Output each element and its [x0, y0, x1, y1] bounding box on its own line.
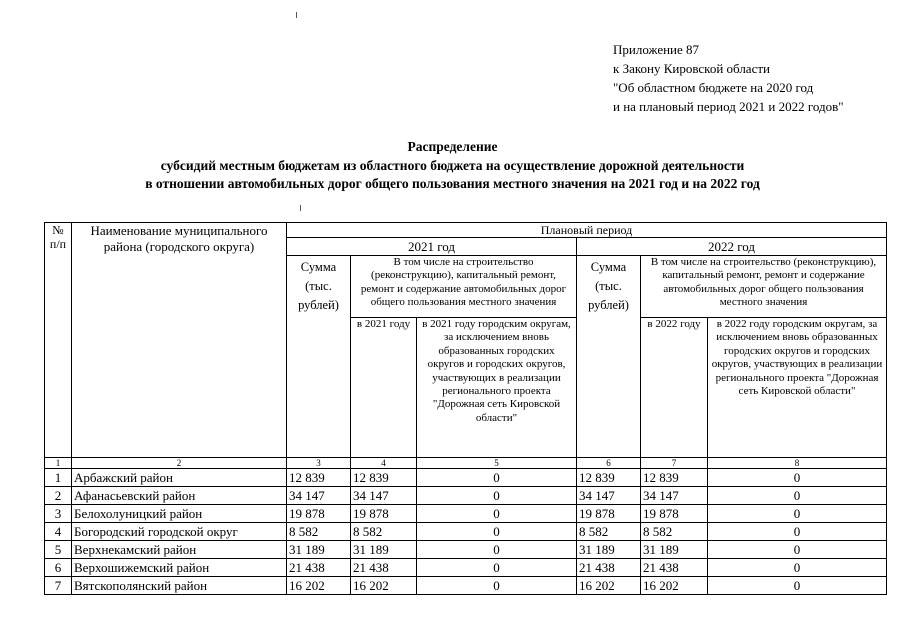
- cell-in-2022: 21 438: [641, 559, 708, 577]
- row-number: 3: [45, 505, 72, 523]
- cell-in-2021: 21 438: [351, 559, 417, 577]
- cell-urban-2021: 0: [417, 523, 577, 541]
- column-number: 8: [708, 458, 887, 469]
- cell-sum-2021: 12 839: [287, 469, 351, 487]
- cell-in-2021: 34 147: [351, 487, 417, 505]
- cell-in-2022: 12 839: [641, 469, 708, 487]
- cell-urban-2022: 0: [708, 505, 887, 523]
- table-row: [45, 469, 887, 487]
- cell-sum-2021: 16 202: [287, 577, 351, 595]
- cell-urban-2022: 0: [708, 487, 887, 505]
- cell-sum-2022: 12 839: [577, 469, 641, 487]
- title-line: субсидий местным бюджетам из областного бюджета на осуществление дорожной деятельности: [160, 157, 745, 173]
- row-number: 5: [45, 541, 72, 559]
- cell-in-2021: 16 202: [351, 577, 417, 595]
- column-number: 2: [72, 458, 287, 469]
- cell-urban-2022: 0: [708, 541, 887, 559]
- cell-sum-2022: 21 438: [577, 559, 641, 577]
- row-number: 4: [45, 523, 72, 541]
- column-number: 7: [641, 458, 708, 469]
- row-number: 2: [45, 487, 72, 505]
- cell-in-2021: 12 839: [351, 469, 417, 487]
- title-line: в отношении автомобильных дорог общего пользования местного значения на 2021 год и на 2022 год: [145, 176, 760, 191]
- table-row: [45, 487, 887, 505]
- header-planning-period: Плановый период: [287, 223, 887, 238]
- row-name: Верхошижемский район: [72, 559, 287, 577]
- cell-in-2021: 19 878: [351, 505, 417, 523]
- title-line: Распределение: [407, 139, 498, 154]
- header-in-2022: в 2022 году: [641, 318, 708, 458]
- cell-sum-2021: 19 878: [287, 505, 351, 523]
- table-row: [45, 559, 887, 577]
- cell-in-2022: 8 582: [641, 523, 708, 541]
- cell-sum-2022: 31 189: [577, 541, 641, 559]
- cell-urban-2021: 0: [417, 505, 577, 523]
- cell-urban-2022: 0: [708, 469, 887, 487]
- cell-sum-2022: 19 878: [577, 505, 641, 523]
- document-title: [0, 138, 905, 194]
- column-number: 4: [351, 458, 417, 469]
- header-urban-2021: в 2021 году городским округам, за исключением вновь образованных городских округов и городских округов, участвующих в реализации регионального проекта "Дорожная сеть Кировской области": [417, 318, 577, 458]
- row-number: 1: [45, 469, 72, 487]
- cell-sum-2021: 8 582: [287, 523, 351, 541]
- appendix-block: [613, 40, 844, 116]
- table-row: [45, 541, 887, 559]
- row-number: 6: [45, 559, 72, 577]
- row-name: Белохолуницкий район: [72, 505, 287, 523]
- cell-urban-2021: 0: [417, 541, 577, 559]
- cell-urban-2022: 0: [708, 559, 887, 577]
- cell-urban-2021: 0: [417, 469, 577, 487]
- row-number: 7: [45, 577, 72, 595]
- header-num: № п/п: [45, 223, 72, 458]
- cell-in-2022: 34 147: [641, 487, 708, 505]
- appendix-line: к Закону Кировской области: [613, 61, 770, 76]
- cell-urban-2022: 0: [708, 577, 887, 595]
- column-number: 6: [577, 458, 641, 469]
- header-year-2022: 2022 год: [577, 238, 887, 256]
- column-number: 5: [417, 458, 577, 469]
- table-row: [45, 523, 887, 541]
- cell-sum-2021: 34 147: [287, 487, 351, 505]
- appendix-line: Приложение 87: [613, 42, 700, 57]
- appendix-line: и на плановый период 2021 и 2022 годов": [613, 99, 844, 114]
- header-year-2021: 2021 год: [287, 238, 577, 256]
- row-name: Арбажский район: [72, 469, 287, 487]
- cell-sum-2022: 8 582: [577, 523, 641, 541]
- header-including-2021: В том числе на строительство (реконструкцию), капитальный ремонт, ремонт и содержание автомобильных дорог общего пользования местного значения: [351, 256, 577, 318]
- scan-mark: [296, 12, 297, 18]
- cell-in-2022: 31 189: [641, 541, 708, 559]
- header-including-2022: В том числе на строительство (реконструкцию), капитальный ремонт, ремонт и содержание автомобильных дорог общего пользования местного значения: [641, 256, 887, 318]
- cell-sum-2021: 21 438: [287, 559, 351, 577]
- column-number: 1: [45, 458, 72, 469]
- cell-in-2022: 19 878: [641, 505, 708, 523]
- cell-urban-2021: 0: [417, 577, 577, 595]
- cell-in-2021: 31 189: [351, 541, 417, 559]
- scan-mark: [300, 205, 301, 211]
- subsidy-table: [44, 222, 887, 595]
- cell-urban-2021: 0: [417, 559, 577, 577]
- cell-in-2021: 8 582: [351, 523, 417, 541]
- row-name: Афанасьевский район: [72, 487, 287, 505]
- row-name: Богородский городской округ: [72, 523, 287, 541]
- row-name: Вятскополянский район: [72, 577, 287, 595]
- header-sum-2022: Сумма (тыс. рублей): [577, 256, 641, 458]
- cell-urban-2021: 0: [417, 487, 577, 505]
- cell-sum-2022: 16 202: [577, 577, 641, 595]
- row-name: Верхнекамский район: [72, 541, 287, 559]
- header-sum-2021: Сумма (тыс. рублей): [287, 256, 351, 458]
- header-name: Наименование муниципального района (городского округа): [72, 223, 287, 458]
- cell-in-2022: 16 202: [641, 577, 708, 595]
- cell-sum-2022: 34 147: [577, 487, 641, 505]
- header-urban-2022: в 2022 году городским округам, за исключением вновь образованных городских округов и городских округов, участвующих в реализации регионального проекта "Дорожная сеть Кировской области": [708, 318, 887, 458]
- column-number: 3: [287, 458, 351, 469]
- appendix-line: "Об областном бюджете на 2020 год: [613, 80, 814, 95]
- table-row: [45, 577, 887, 595]
- table-row: [45, 505, 887, 523]
- header-in-2021: в 2021 году: [351, 318, 417, 458]
- cell-sum-2021: 31 189: [287, 541, 351, 559]
- cell-urban-2022: 0: [708, 523, 887, 541]
